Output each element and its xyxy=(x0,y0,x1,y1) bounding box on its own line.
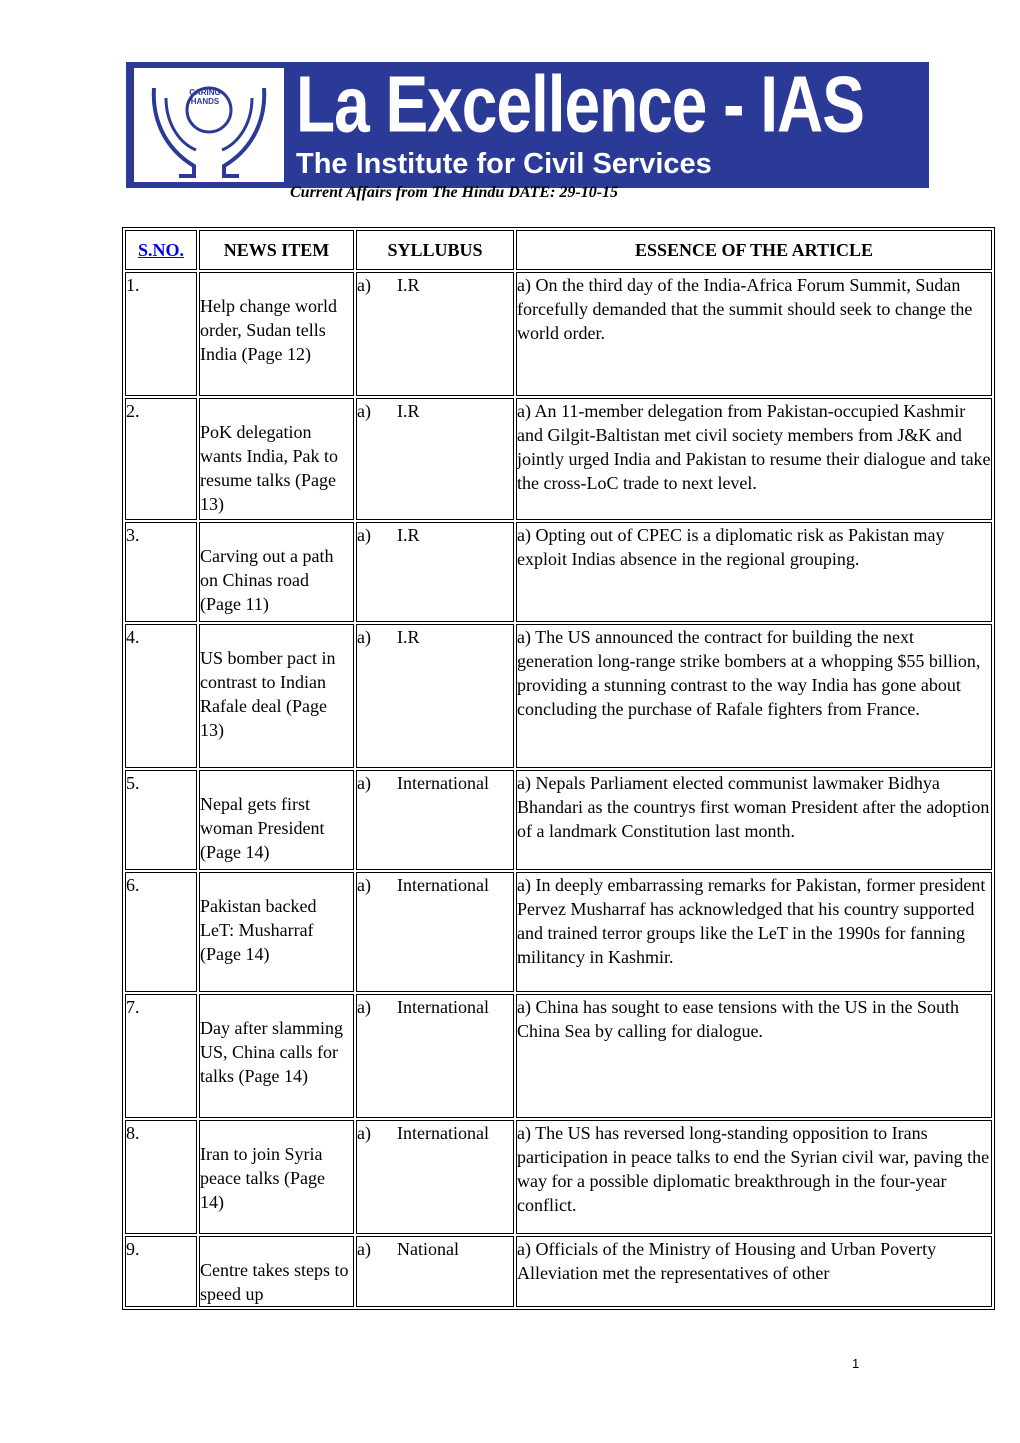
essence-text: a) On the third day of the India-Africa Forum Summit, Sudan forcefully demanded that the summit should seek to change the world order. xyxy=(517,275,973,343)
sno-value: 2. xyxy=(126,401,140,421)
news-item-text: Iran to join Syria peace talks (Page 14) xyxy=(200,1144,325,1212)
cell-news-item xyxy=(199,994,354,1118)
cell-syllabus xyxy=(356,1120,514,1234)
cell-sno xyxy=(125,994,197,1118)
news-item-text: Help change world order, Sudan tells India (Page 12) xyxy=(200,296,337,364)
syllabus-value: National xyxy=(397,1239,459,1259)
essence-text: a) Opting out of CPEC is a diplomatic risk as Pakistan may exploit Indias absence in the regional grouping. xyxy=(517,525,945,569)
news-item-text: Day after slamming US, China calls for talks (Page 14) xyxy=(200,1018,343,1086)
cell-sno xyxy=(125,770,197,870)
cell-essence xyxy=(516,272,992,396)
essence-text: a) China has sought to ease tensions with the US in the South China Sea by calling for dialogue. xyxy=(517,997,959,1041)
caring-hands-logo-icon xyxy=(134,68,284,182)
cell-syllabus xyxy=(356,994,514,1118)
table-row xyxy=(125,1236,992,1307)
table-header-row xyxy=(125,230,992,270)
table-row xyxy=(125,624,992,768)
sno-value: 9. xyxy=(126,1239,140,1259)
syllabus-marker: a) xyxy=(357,1239,371,1259)
table-row xyxy=(125,398,992,520)
cell-essence xyxy=(516,398,992,520)
cell-essence xyxy=(516,1120,992,1234)
sno-value: 8. xyxy=(126,1123,140,1143)
cell-sno xyxy=(125,272,197,396)
logo-caption: CARING HANDS xyxy=(189,88,221,106)
syllabus-value: International xyxy=(397,773,489,793)
cell-sno xyxy=(125,624,197,768)
table-row xyxy=(125,994,992,1118)
sno-value: 3. xyxy=(126,525,140,545)
document-subtitle: Current Affairs from The Hindu DATE: 29-10-15 xyxy=(290,184,619,201)
cell-sno xyxy=(125,872,197,992)
syllabus-marker: a) xyxy=(357,275,371,295)
cell-sno xyxy=(125,1120,197,1234)
essence-text: a) In deeply embarrassing remarks for Pakistan, former president Pervez Musharraf has acknowledged that his country supported and trained terror groups like the LeT in the 1990s for fanning militancy in Kashmir. xyxy=(517,875,986,967)
syllabus-value: I.R xyxy=(397,525,420,545)
syllabus-value: International xyxy=(397,875,489,895)
syllabus-marker: a) xyxy=(357,1123,371,1143)
brand-title: La Excellence - IAS xyxy=(296,62,864,149)
essence-text: a) The US has reversed long-standing opposition to Irans participation in peace talks to end the Syrian civil war, paving the way for a possible diplomatic breakthrough in the four-year conflict. xyxy=(517,1123,990,1215)
table-row xyxy=(125,522,992,622)
essence-text: a) The US announced the contract for building the next generation long-range strike bombers at a whopping $55 billion, providing a stunning contrast to the way India has gone about concluding the purchase of Rafale fighters from France. xyxy=(517,627,981,719)
news-item-text: Nepal gets first woman President (Page 14) xyxy=(200,794,325,862)
syllabus-value: I.R xyxy=(397,401,420,421)
cell-news-item xyxy=(199,1236,354,1307)
news-item-text: PoK delegation wants India, Pak to resume talks (Page 13) xyxy=(200,422,338,514)
syllabus-marker: a) xyxy=(357,997,371,1017)
cell-syllabus xyxy=(356,872,514,992)
table-row xyxy=(125,872,992,992)
cell-syllabus xyxy=(356,398,514,520)
cell-syllabus xyxy=(356,1236,514,1307)
news-item-text: US bomber pact in contrast to Indian Rafale deal (Page 13) xyxy=(200,648,336,740)
essence-text: a) Nepals Parliament elected communist lawmaker Bidhya Bhandari as the countrys first woman President after the adoption of a landmark Constitution last month. xyxy=(517,773,990,841)
syllabus-value: International xyxy=(397,1123,489,1143)
cell-news-item xyxy=(199,770,354,870)
cell-news-item xyxy=(199,272,354,396)
cell-essence xyxy=(516,624,992,768)
cell-sno xyxy=(125,522,197,622)
page-number: 1 xyxy=(852,1356,860,1371)
news-item-text: Centre takes steps to speed up xyxy=(200,1260,349,1304)
sno-value: 5. xyxy=(126,773,140,793)
table-row xyxy=(125,1120,992,1234)
cell-news-item xyxy=(199,1120,354,1234)
cell-sno xyxy=(125,1236,197,1307)
cell-syllabus xyxy=(356,624,514,768)
sno-value: 4. xyxy=(126,627,140,647)
sno-value: 1. xyxy=(126,275,140,295)
column-header-sno xyxy=(125,230,197,270)
column-header-syllabus: SYLLUBUS xyxy=(356,230,514,270)
essence-text: a) An 11-member delegation from Pakistan-occupied Kashmir and Gilgit-Baltistan met civil society members from J&K and jointly urged India and Pakistan to resume their dialogue and take the cross-LoC trade to next level. xyxy=(517,401,991,493)
syllabus-marker: a) xyxy=(357,627,371,647)
news-table xyxy=(122,227,995,1310)
syllabus-value: I.R xyxy=(397,275,420,295)
news-item-text: Carving out a path on Chinas road (Page 11) xyxy=(200,546,334,614)
sno-value: 6. xyxy=(126,875,140,895)
syllabus-marker: a) xyxy=(357,875,371,895)
syllabus-marker: a) xyxy=(357,401,371,421)
syllabus-value: International xyxy=(397,997,489,1017)
cell-news-item xyxy=(199,872,354,992)
cell-news-item xyxy=(199,398,354,520)
column-header-essence: ESSENCE OF THE ARTICLE xyxy=(516,230,992,270)
cell-essence xyxy=(516,994,992,1118)
cell-syllabus xyxy=(356,522,514,622)
cell-syllabus xyxy=(356,770,514,870)
syllabus-marker: a) xyxy=(357,525,371,545)
brand-tagline: The Institute for Civil Services xyxy=(296,148,712,180)
syllabus-marker: a) xyxy=(357,773,371,793)
table-row xyxy=(125,272,992,396)
cell-essence xyxy=(516,770,992,870)
essence-text: a) Officials of the Ministry of Housing and Urban Poverty Alleviation met the representatives of other xyxy=(517,1239,937,1283)
table-row xyxy=(125,770,992,870)
header-banner xyxy=(126,62,929,188)
sno-value: 7. xyxy=(126,997,140,1017)
cell-news-item xyxy=(199,624,354,768)
cell-sno xyxy=(125,398,197,520)
cell-news-item xyxy=(199,522,354,622)
cell-essence xyxy=(516,1236,992,1307)
sno-link[interactable]: S.NO. xyxy=(137,240,184,260)
column-header-news-item: NEWS ITEM xyxy=(199,230,354,270)
cell-syllabus xyxy=(356,272,514,396)
syllabus-value: I.R xyxy=(397,627,420,647)
cell-essence xyxy=(516,522,992,622)
cell-essence xyxy=(516,872,992,992)
news-item-text: Pakistan backed LeT: Musharraf (Page 14) xyxy=(200,896,317,964)
